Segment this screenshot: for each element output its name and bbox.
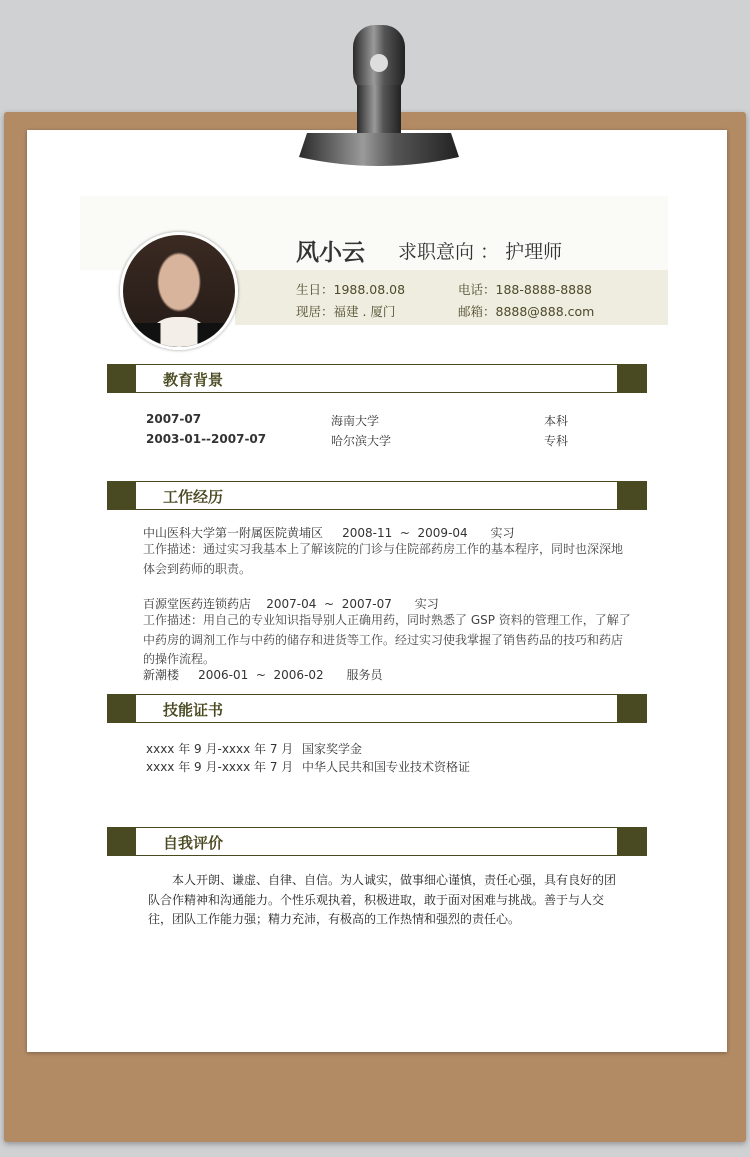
section-self-evaluation <box>107 827 647 856</box>
section-title: 工作经历 <box>163 488 224 506</box>
job-intent: 求职意向 ： 护理师 <box>398 241 563 263</box>
section-title: 技能证书 <box>163 701 224 719</box>
section-skills <box>107 694 647 723</box>
job-heading: 中山医科大学第一附属医院黄埔区 2008-11 ~ 2009-04 实习 <box>143 526 515 540</box>
email: 邮箱：8888@888.com <box>458 304 595 319</box>
edu-school: 哈尔滨大学 <box>331 434 392 448</box>
job-description: 工作描述：通过实习我基本上了解该院的门诊与住院部药房工作的基本程序，同时也深深地体会到药师的职责。 <box>143 542 624 576</box>
self-evaluation-text: 本人开朗、谦虚、自律、自信。为人诚实，做事细心谨慎，责任心强，具有良好的团队合作精神和沟通能力。个性乐观执着，积极进取，敢于面对困难与挑战。善于与人交往，团队工作能力强；精力充沛，有极高的工作热情和强烈的责任心。 <box>148 873 617 926</box>
edu-school: 海南大学 <box>331 414 380 428</box>
edu-date: 2003-01--2007-07 <box>146 432 267 446</box>
skill-date: xxxx 年 9 月-xxxx 年 7 月 <box>146 760 294 774</box>
job-heading: 百源堂医药连锁药店 2007-04 ~ 2007-07 实习 <box>143 597 439 611</box>
section-title: 自我评价 <box>163 834 224 852</box>
edu-date: 2007-07 <box>146 412 202 426</box>
birthday: 生日：1988.08.08 <box>296 282 406 297</box>
candidate-name: 风小云 <box>296 240 365 266</box>
job-heading: 新潮楼 2006-01 ~ 2006-02 服务员 <box>143 668 383 682</box>
residence: 现居：福建 . 厦门 <box>296 304 396 319</box>
section-education <box>107 364 647 393</box>
edu-degree: 专科 <box>544 434 569 448</box>
section-title: 教育背景 <box>163 371 224 389</box>
job-description: 工作描述：用自己的专业知识指导别人正确用药，同时熟悉了 GSP 资料的管理工作，了解了中药房的调剂工作与中药的储存和进货等工作。经过实习使我掌握了销售药品的技巧和药店的操作流程。 <box>143 613 631 666</box>
section-work <box>107 481 647 510</box>
avatar <box>120 232 238 350</box>
skill-name: 中华人民共和国专业技术资格证 <box>302 760 471 774</box>
edu-degree: 本科 <box>544 414 569 428</box>
phone: 电话：188-8888-8888 <box>458 282 593 297</box>
binder-clip-icon <box>297 25 461 170</box>
skill-date: xxxx 年 9 月-xxxx 年 7 月 <box>146 742 294 756</box>
skill-name: 国家奖学金 <box>302 742 363 756</box>
